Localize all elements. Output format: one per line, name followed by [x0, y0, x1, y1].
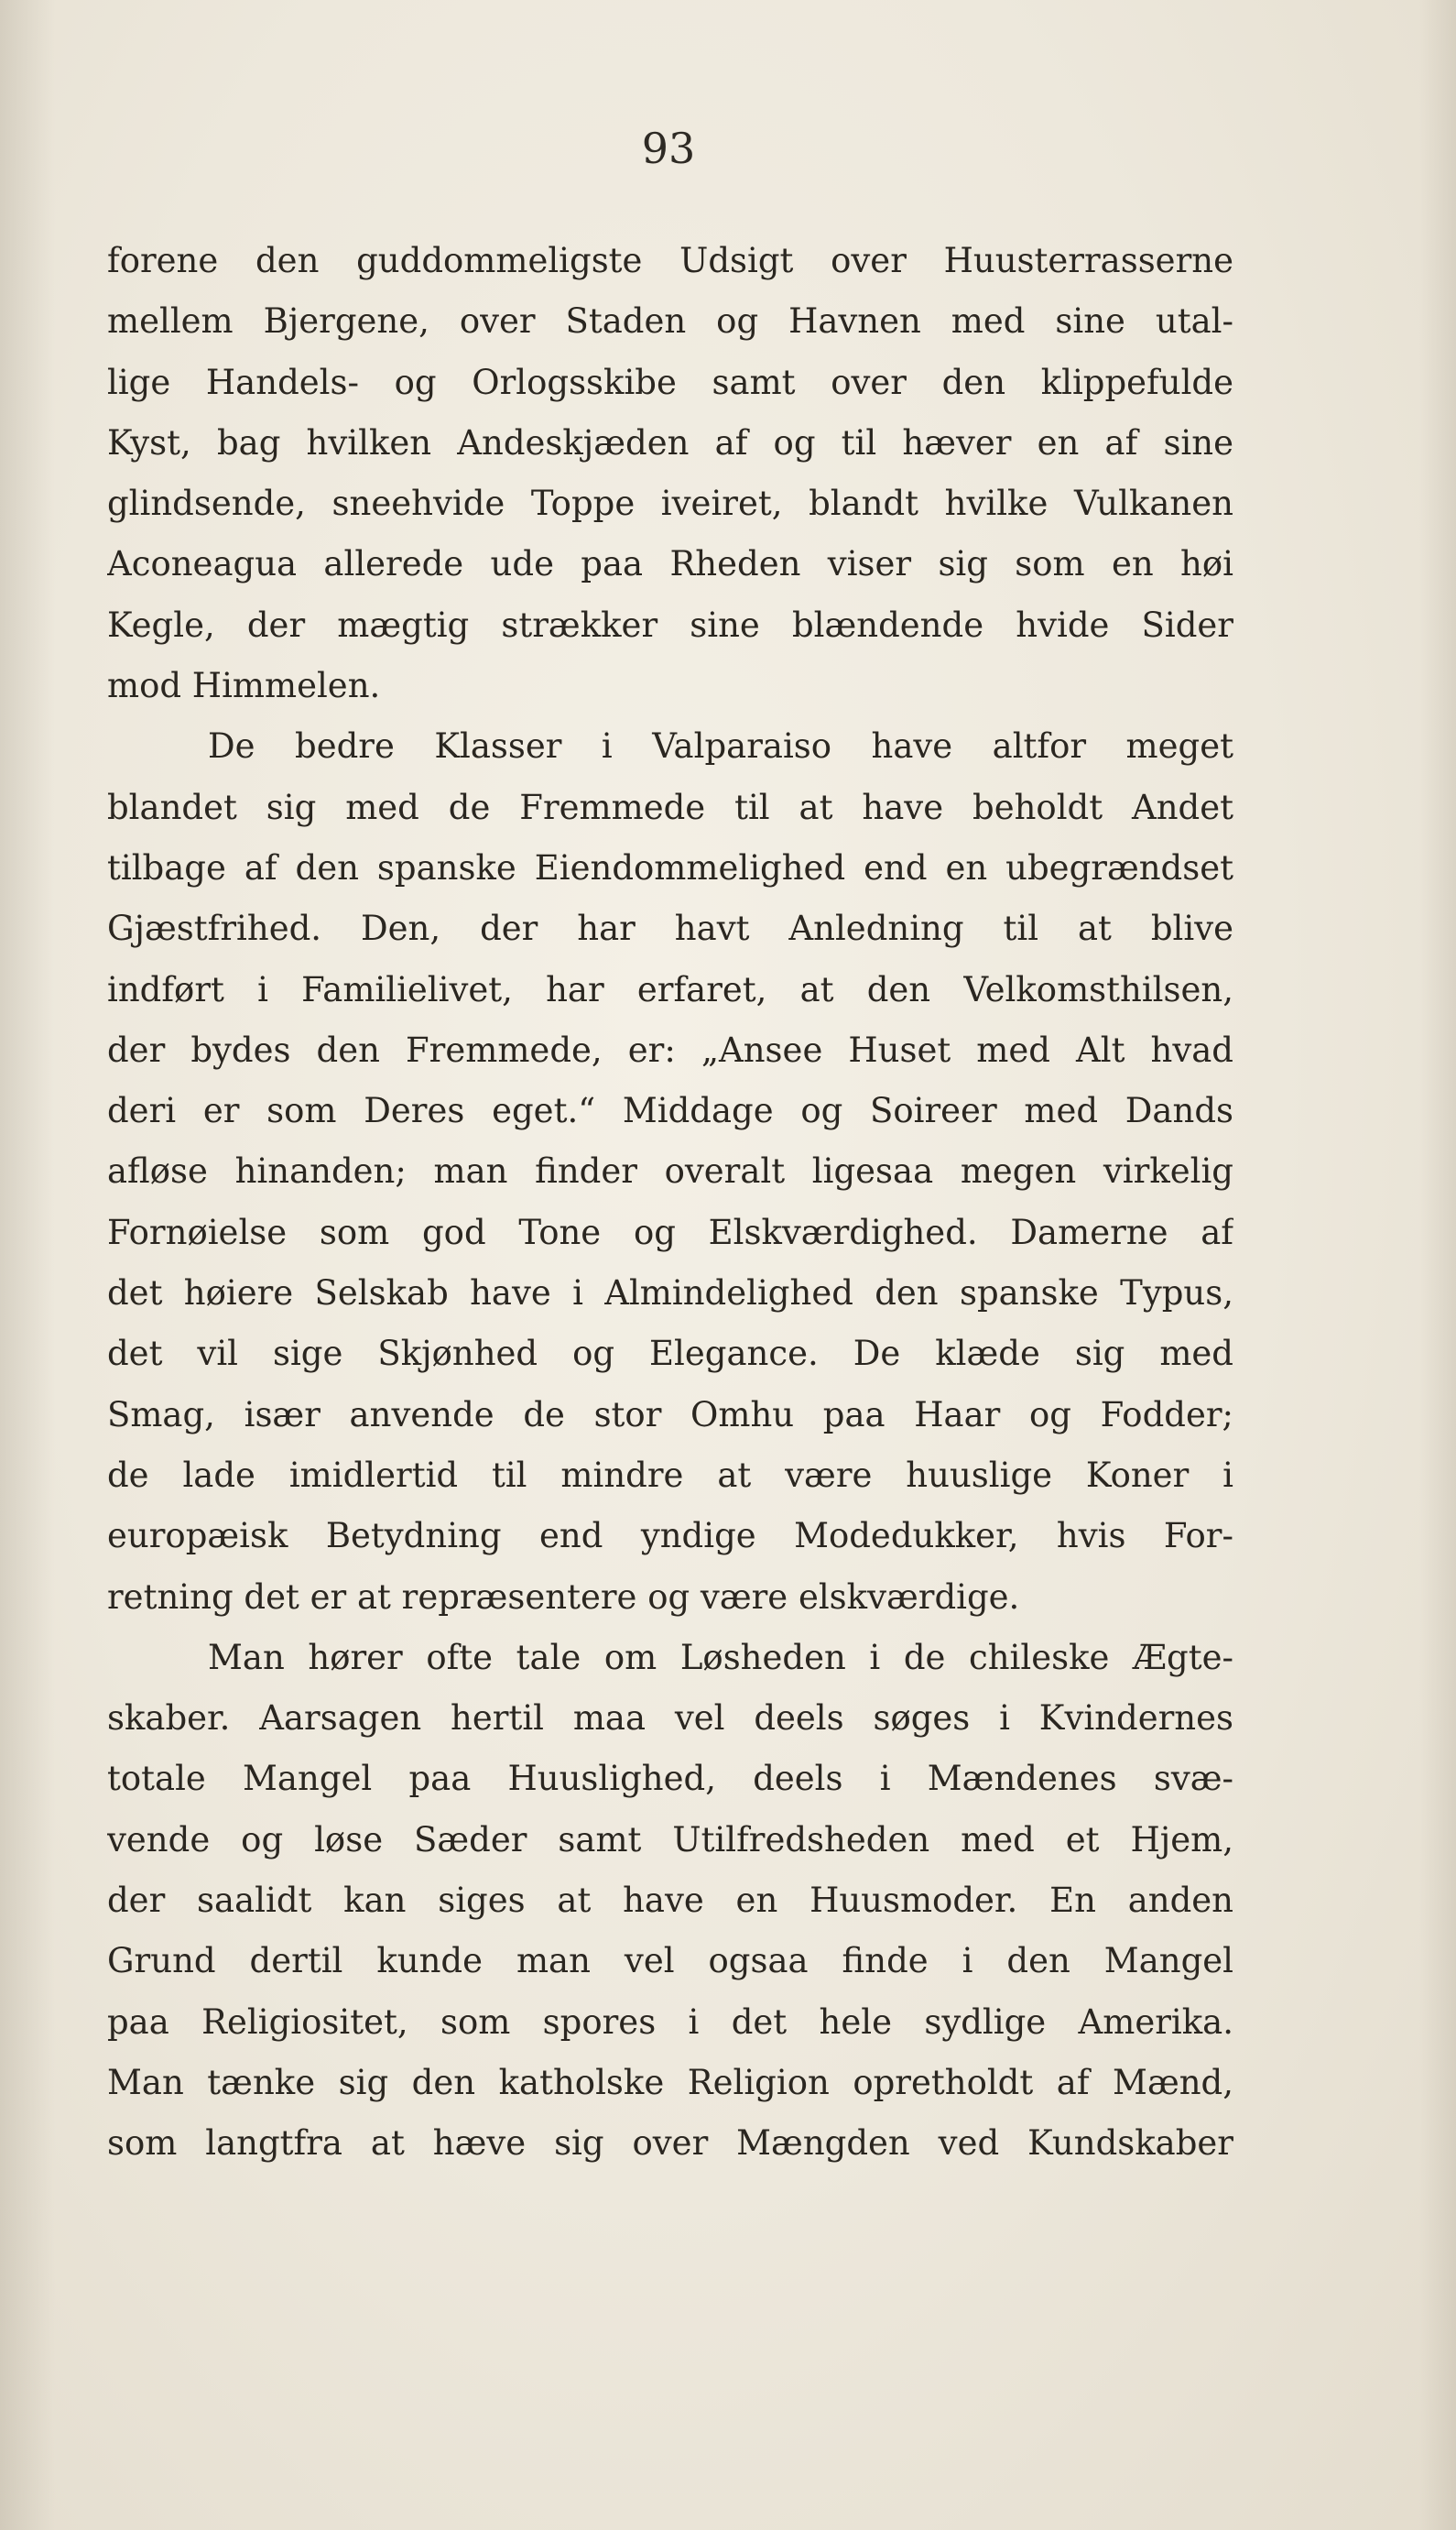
text-line: mellem Bjergene, over Staden og Havnen med sine utal-	[107, 301, 1233, 342]
text-line: europæisk Betydning end yndige Modedukker, hvis For-	[107, 1516, 1233, 1556]
text-line: Kyst, bag hvilken Andeskjæden af og til hæver en af sine	[107, 422, 1233, 463]
text-line: Gjæstfrihed. Den, der har havt Anledning til at blive	[107, 909, 1233, 949]
text-line: det høiere Selskab have i Almindelighed den spanske Typus,	[107, 1273, 1233, 1314]
text-line: Man hører ofte tale om Løsheden i de chileske Ægte-	[208, 1637, 1233, 1677]
text-line: lige Handels- og Orlogsskibe samt over den klippefulde	[107, 362, 1233, 402]
text-line: Kegle, der mægtig strækker sine blændende hvide Sider	[107, 605, 1233, 645]
text-line: Man tænke sig den katholske Religion opretholdt af Mænd,	[107, 2062, 1233, 2102]
text-line: indført i Familielivet, har erfaret, at den Velkomsthilsen,	[107, 969, 1233, 1009]
text-line: der bydes den Fremmede, er: „Ansee Huset med Alt hvad	[107, 1030, 1233, 1070]
text-line: totale Mangel paa Huuslighed, deels i Mændenes svæ-	[107, 1759, 1233, 1799]
text-line: det vil sige Skjønhed og Elegance. De klæde sig med	[107, 1334, 1233, 1374]
text-line: glindsende, sneehvide Toppe iveiret, blandt hvilke Vulkanen	[107, 484, 1233, 524]
text-line: skaber. Aarsagen hertil maa vel deels søges i Kvindernes	[107, 1698, 1233, 1739]
text-line: paa Religiositet, som spores i det hele sydlige Amerika.	[107, 2001, 1233, 2042]
text-line: afløse hinanden; man finder overalt ligesaa megen virkelig	[107, 1151, 1233, 1192]
text-line: Aconeagua allerede ude paa Rheden viser sig som en høi	[107, 544, 1233, 584]
text-line: retning det er at repræsentere og være elskværdige.	[107, 1576, 1020, 1617]
text-line: Fornøielse som god Tone og Elskværdighed. Damerne af	[107, 1212, 1233, 1252]
page-number: 93	[641, 124, 696, 173]
text-line: tilbage af den spanske Eiendommelighed end en ubegrændset	[107, 847, 1233, 888]
body-text	[107, 231, 1233, 2175]
text-line: forene den guddommeligste Udsigt over Huusterrasserne	[107, 241, 1233, 280]
text-line: De bedre Klasser i Valparaiso have altfor meget	[208, 726, 1233, 767]
text-line: de lade imidlertid til mindre at være huuslige Koner i	[107, 1455, 1233, 1495]
text-line: blandet sig med de Fremmede til at have beholdt Andet	[107, 787, 1233, 827]
text-line: Grund dertil kunde man vel ogsaa finde i den Mangel	[107, 1941, 1233, 1981]
text-line: mod Himmelen.	[107, 666, 381, 706]
text-line: Smag, især anvende de stor Omhu paa Haar og Fodder;	[107, 1394, 1233, 1434]
text-line: der saalidt kan siges at have en Huusmoder. En anden	[107, 1881, 1233, 1921]
text-line: deri er som Deres eget.“ Middage og Soireer med Dands	[107, 1091, 1233, 1131]
text-line: vende og løse Sæder samt Utilfredsheden med et Hjem,	[107, 1819, 1233, 1859]
text-line: som langtfra at hæve sig over Mængden ved Kundskaber	[107, 2123, 1233, 2164]
